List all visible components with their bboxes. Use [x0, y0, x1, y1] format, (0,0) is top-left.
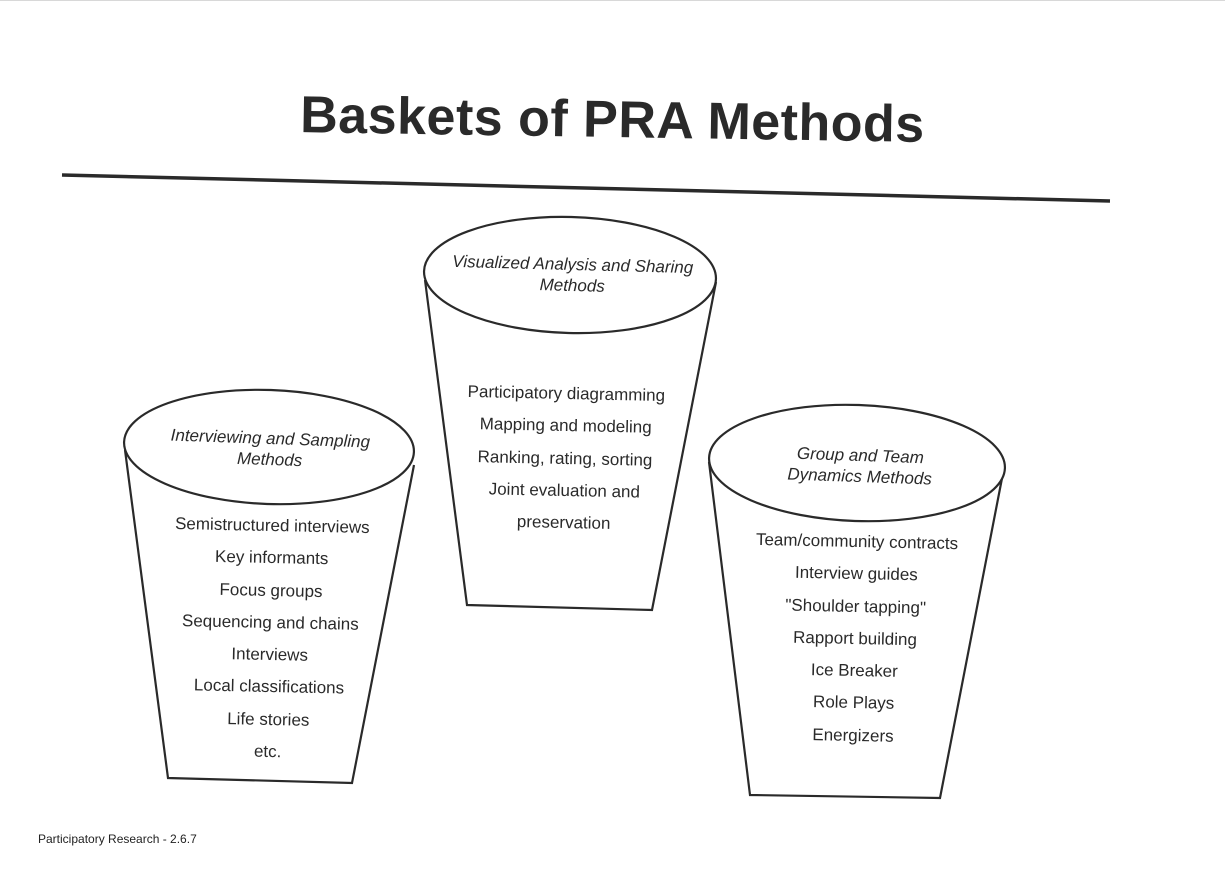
list-item: Interview guides [794, 563, 918, 585]
list-item: Team/community contracts [755, 529, 959, 554]
list-item: Role Plays [812, 692, 895, 714]
list-item: Focus groups [219, 579, 323, 601]
list-item: Local classifications [193, 675, 345, 699]
list-item: Rapport building [792, 627, 918, 650]
list-item: preservation [516, 512, 611, 534]
footer-reference: Participatory Research - 2.6.7 [38, 832, 197, 846]
list-item: "Shoulder tapping" [785, 595, 927, 618]
basket-title-interviewing: Interviewing and Sampling Methods [170, 425, 371, 471]
list-item: Ranking, rating, sorting [477, 446, 653, 470]
list-item: Ice Breaker [810, 660, 898, 682]
basket-title-visualized: Visualized Analysis and Sharing Methods [452, 251, 694, 296]
basket-items-visualized [443, 376, 686, 542]
list-item: Energizers [812, 724, 894, 746]
list-item: Joint evaluation and [488, 479, 641, 502]
list-item: Interviews [231, 644, 309, 665]
list-item: etc. [253, 741, 282, 762]
list-item: Key informants [214, 547, 329, 569]
list-item: Sequencing and chains [181, 611, 359, 634]
basket-items-group [728, 523, 983, 754]
list-item: Life stories [227, 708, 310, 730]
basket-items-interviewing [147, 508, 392, 771]
page-title: Baskets of PRA Methods [299, 86, 926, 154]
basket-title-group: Group and Team Dynamics Methods [787, 443, 933, 489]
list-item: Mapping and modeling [479, 414, 652, 438]
list-item: Participatory diagramming [467, 381, 666, 406]
list-item: Semistructured interviews [174, 513, 370, 538]
title-rule [62, 175, 1110, 201]
